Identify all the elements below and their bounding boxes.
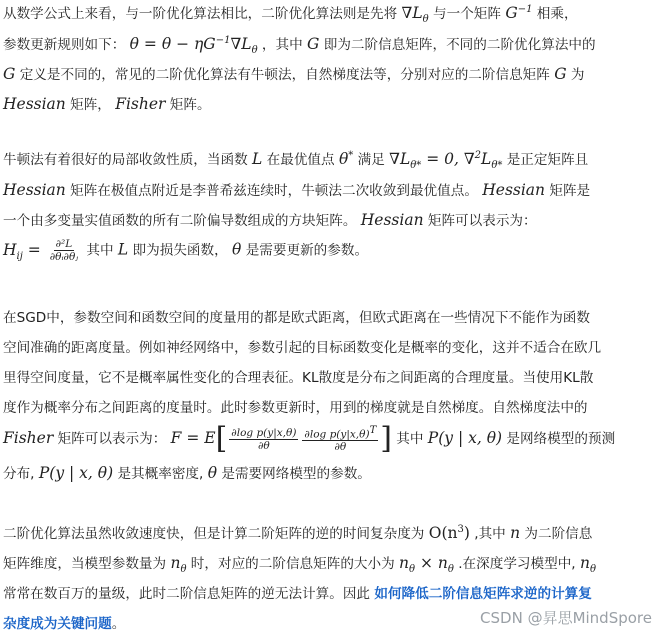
text-line: 从数学公式上来看，与一阶优化算法相比，二阶优化算法则是先将 $\nabla L_\theta$ 与一个矩阵 $G^{-1}$ 相乘， — [3, 3, 578, 26]
text-line: 在SGD中，参数空间和函数空间的度量用的都是欧式距离，但欧式距离在一些情况下不能作为函数 — [3, 310, 590, 326]
math-fisher: Fisher — [3, 429, 54, 447]
math-theta: θ — [232, 240, 242, 259]
highlight-key-problem: 如何降低二阶信息矩阵求逆的计算复 — [374, 586, 592, 602]
text-line: 杂度成为关键问题。 — [3, 616, 126, 632]
math-fraction: $\frac{\text{∂log p(y|x,θ)}}{\partial\theta}$ — [231, 426, 297, 452]
text-line: 参数更新规则如下： $\theta = \theta - \eta G^{-1}\nabla L_\theta$ ，其中 G 即为二阶信息矩阵，不同的二阶优化算法中的 — [3, 34, 596, 57]
math-n-theta: $n_\theta$ — [579, 554, 596, 576]
math-fisher-definition: F = E — [170, 429, 216, 447]
text-line: 牛顿法有着很好的局部收敛性质，当函数 L 在最优值点 θ* 满足 $\nabla L_{\theta*} = 0$, $\nabla^2L_{\theta*}$ 是正定矩阵且 — [3, 149, 589, 172]
math-g: G — [307, 35, 320, 53]
math-fraction: $\frac{\text{∂²L}}{\text{∂θᵢ∂θⱼ}}$ — [49, 238, 79, 263]
text-line: G 定义是不同的，常见的二阶优化算法有牛顿法，自然梯度法等，分别对应的二阶信息矩阵 G 为 — [3, 65, 585, 83]
math-g: G — [554, 65, 567, 83]
text-line: Hessian 矩阵， Fisher 矩阵。 — [3, 95, 211, 113]
math-l: L — [117, 240, 129, 259]
text-line: 分布, P(y | x, θ) 是其概率密度, θ 是需要网络模型的参数。 — [3, 464, 371, 482]
math-fraction: $\frac{\partial\log p(y|x,\theta)^T}{\partial\theta}$ — [304, 424, 377, 454]
math-probability: P(y | x, θ) — [38, 464, 114, 482]
math-probability: P(y | x, θ) — [427, 429, 503, 447]
math-g-inverse: $G^{-1}$ — [505, 3, 533, 22]
math-hessian: Hessian — [3, 181, 66, 199]
csdn-watermark: CSDN @昇思MindSpore — [480, 609, 652, 627]
math-hessian: Hessian — [360, 211, 424, 229]
math-fisher: Fisher — [115, 95, 166, 113]
text-line: $H_{ij}$ = $\frac{\text{∂²L}}{\text{∂θᵢ∂θⱼ}}$ 其中 L 即为损失函数， θ 是需要更新的参数。 — [3, 238, 369, 263]
text-line: 度作为概率分布之间距离的度量时。此时参数更新时，用到的梯度就是自然梯度。自然梯度法中的 — [3, 400, 588, 416]
math-hessian: Hessian — [3, 95, 66, 113]
math-hessian: Hessian — [482, 181, 546, 199]
math-complexity: $O(n^3)$ — [428, 523, 470, 542]
text-line: 一个由多变量实值函数的所有二阶偏导数组成的方块矩阵。 Hessian 矩阵可以表示为： — [3, 211, 537, 229]
math-update-rule: $\theta = \theta - \eta G^{-1}\nabla L_\theta$ — [129, 34, 258, 57]
math-g: G — [3, 65, 16, 83]
math-gradient: $\nabla L_\theta$ — [401, 4, 429, 26]
text-line: 常常在数百万的量级，此时二阶信息矩阵的逆无法计算。因此 如何降低二阶信息矩阵求逆的计算复 — [3, 586, 592, 602]
math-n: n — [510, 524, 521, 542]
text-line: 里得空间度量，它不是概率属性变化的合理表征。KL散度是分布之间距离的合理度量。当使用KL散 — [3, 370, 594, 386]
math-matrix-size: $n_\theta \times n_\theta$ — [399, 554, 454, 576]
text-line: 二阶优化算法虽然收敛速度快，但是计算二阶矩阵的逆的时间复杂度为 $O(n^3)$ ,其中 n 为二阶信息 — [3, 523, 593, 542]
math-l: L — [252, 150, 263, 168]
math-hessian-definition: $H_{ij}$ = — [3, 240, 46, 262]
text-line: 矩阵维度，当模型参数量为 $n_\theta$ 时，对应的二阶信息矩阵的大小为 $n_\theta \times n_\theta$ .在深度学习模型中, $n_\theta$ — [3, 554, 596, 576]
text-line: Hessian 矩阵在极值点附近是李普希兹连续时，牛顿法二次收敛到最优值点。 Hessian 矩阵是 — [3, 181, 591, 199]
math-theta: θ — [207, 464, 218, 482]
highlight-key-problem: 杂度成为关键问题 — [3, 616, 112, 632]
bracket-left: [ — [215, 421, 228, 456]
math-optimality-condition: $\nabla L_{\theta*} = 0$, $\nabla^2L_{\theta*}$ — [389, 149, 503, 172]
text-line: Fisher 矩阵可以表示为： F = E[ $\frac{\text{∂log p(y|x,θ)}}{\partial\theta}$ $\frac{\partial\log p(y|x,\theta)^T}{\partial\theta}$ ] 其中 P(y | x, θ) 是网络模型的预测 — [3, 421, 616, 456]
math-n-theta: $n_\theta$ — [170, 554, 187, 576]
text-line: 空间准确的距离度量。例如神经网络中，参数引起的目标函数变化是概率的变化，这并不适合在欧几 — [3, 340, 602, 356]
math-theta-star: θ* — [338, 149, 354, 168]
bracket-right: ] — [380, 421, 392, 456]
